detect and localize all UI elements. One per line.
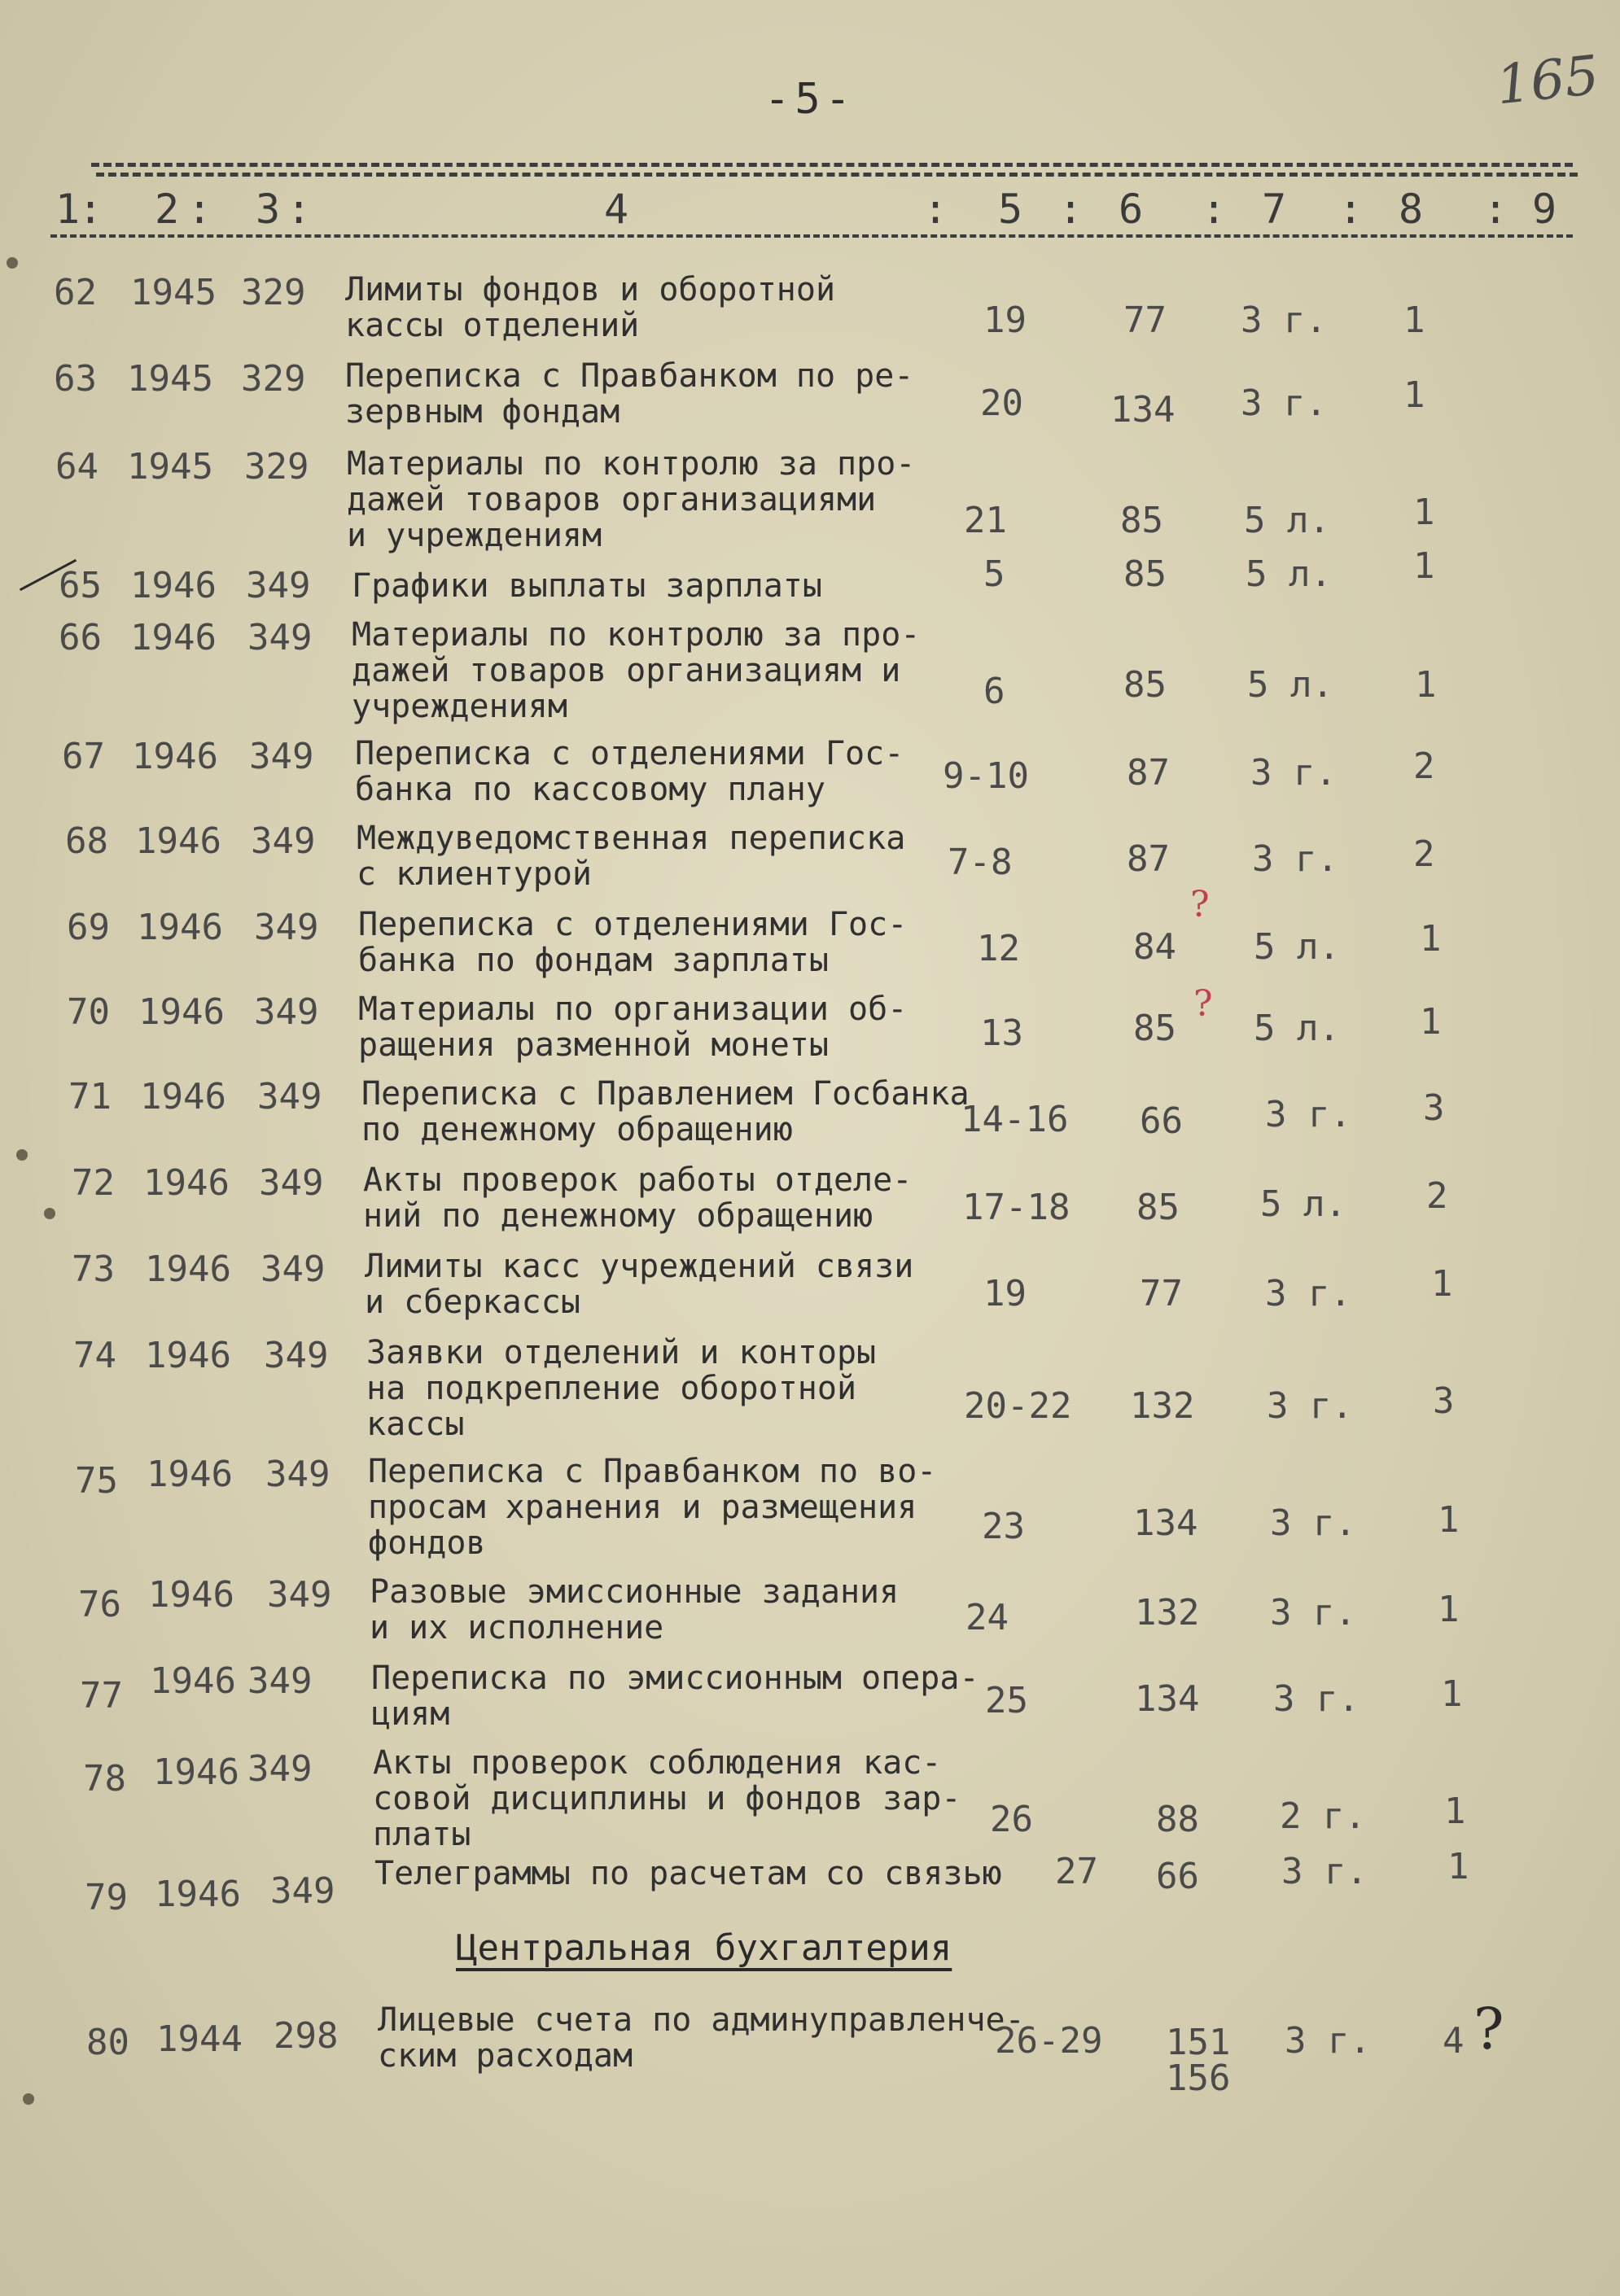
row-year: 1944 bbox=[156, 2018, 243, 2060]
row-term: 3 г. bbox=[1265, 1094, 1351, 1135]
row-year: 1946 bbox=[130, 565, 217, 606]
row-sheets: 21 bbox=[964, 500, 1007, 541]
row-title: Телеграммы по расчетам со связью bbox=[374, 1855, 1002, 1892]
section-heading: Центральная бухгалтерия bbox=[456, 1927, 952, 1969]
row-term: 5 л. bbox=[1260, 1183, 1346, 1225]
row-fund: 349 bbox=[247, 1660, 313, 1702]
row-count: 1 bbox=[1447, 1846, 1469, 1887]
col-header-1: 1 bbox=[55, 186, 81, 233]
row-title: Акты проверок соблюдения кас- совой дисциплины и фондов зар- платы bbox=[373, 1744, 961, 1853]
row-count: 2 bbox=[1413, 833, 1435, 875]
row-year: 1945 bbox=[127, 446, 213, 488]
row-number: 78 bbox=[83, 1758, 126, 1800]
row-article: 77 bbox=[1123, 300, 1167, 341]
row-sheets: 9-10 bbox=[943, 755, 1029, 797]
row-year: 1946 bbox=[147, 1454, 233, 1495]
row-sheets: 26-29 bbox=[995, 2020, 1103, 2062]
row-article: 134 bbox=[1110, 389, 1176, 431]
row-year: 1946 bbox=[130, 617, 217, 658]
row-article: 132 bbox=[1130, 1385, 1195, 1427]
row-sheets: 24 bbox=[965, 1597, 1009, 1638]
row-term: 3 г. bbox=[1252, 838, 1338, 880]
row-year: 1946 bbox=[155, 1874, 241, 1915]
row-year: 1945 bbox=[130, 272, 217, 313]
row-number: 72 bbox=[72, 1162, 115, 1204]
row-number: 65 bbox=[59, 565, 102, 606]
row-number: 79 bbox=[85, 1877, 128, 1918]
col-header-9: 9 bbox=[1532, 186, 1557, 233]
row-sheets: 13 bbox=[980, 1012, 1023, 1054]
row-sheets: 23 bbox=[982, 1506, 1025, 1547]
row-year: 1946 bbox=[143, 1162, 230, 1204]
row-title: Переписка по эмиссионным опера- циям bbox=[371, 1660, 979, 1733]
row-sheets: 19 bbox=[983, 300, 1027, 341]
row-term: 3 г. bbox=[1250, 752, 1337, 794]
row-number: 71 bbox=[68, 1076, 112, 1117]
row-number: 80 bbox=[86, 2022, 129, 2063]
binding-hole bbox=[44, 1208, 55, 1219]
page-number: -5- bbox=[764, 75, 856, 124]
row-term: 3 г. bbox=[1273, 1678, 1359, 1720]
row-count: 1 bbox=[1444, 1791, 1466, 1832]
row-fund: 329 bbox=[241, 358, 306, 400]
row-sheets: 17-18 bbox=[962, 1187, 1071, 1228]
row-term: 5 л. bbox=[1247, 664, 1333, 706]
row-term: 3 г. bbox=[1265, 1273, 1351, 1314]
row-article: 85 bbox=[1120, 500, 1163, 541]
row-fund: 349 bbox=[265, 1454, 331, 1495]
row-title: Лицевые счета по админуправленче- ским расходам bbox=[378, 2001, 1025, 2075]
row-title: Материалы по контролю за про- дажей товаров организациями и учреждениям bbox=[347, 445, 916, 554]
row-number: 62 bbox=[54, 272, 97, 313]
row-count: 3 bbox=[1423, 1087, 1445, 1129]
col-header-3: 3 bbox=[256, 186, 281, 233]
row-year: 1945 bbox=[127, 358, 213, 400]
top-rule bbox=[91, 163, 1573, 167]
row-sheets: 27 bbox=[1055, 1851, 1098, 1892]
row-term: 3 г. bbox=[1270, 1502, 1356, 1544]
row-count: 3 bbox=[1433, 1380, 1455, 1422]
row-term: 3 г. bbox=[1267, 1385, 1353, 1427]
row-number: 63 bbox=[54, 358, 97, 400]
top-rule-2 bbox=[96, 173, 1578, 177]
row-year: 1946 bbox=[145, 1335, 231, 1376]
row-fund: 298 bbox=[274, 2015, 339, 2057]
row-sheets: 25 bbox=[985, 1680, 1028, 1721]
row-article: 85 bbox=[1133, 1008, 1176, 1049]
row-year: 1946 bbox=[132, 736, 218, 777]
row-number: 67 bbox=[62, 736, 105, 777]
row-article: 87 bbox=[1127, 752, 1170, 794]
row-title: Лимиты касс учреждений связи и сберкассы bbox=[365, 1248, 914, 1321]
row-term: 2 г. bbox=[1280, 1795, 1366, 1837]
row-title: Переписка с отделениями Гос- банка по фондам зарплаты bbox=[358, 906, 908, 979]
row-term: 5 л. bbox=[1254, 926, 1340, 968]
row-count: 1 bbox=[1431, 1263, 1453, 1305]
row-title: Переписка с Правбанком по ре- зервным фондам bbox=[345, 357, 914, 431]
row-sheets: 14-16 bbox=[961, 1099, 1069, 1140]
row-article: 134 bbox=[1135, 1678, 1200, 1720]
red-question-mark: ? bbox=[1193, 983, 1213, 1025]
row-sheets: 5 bbox=[983, 553, 1005, 595]
row-term: 5 л. bbox=[1254, 1008, 1340, 1049]
binding-hole bbox=[23, 2093, 34, 2105]
col-header-2: 2 bbox=[155, 186, 180, 233]
row-number: 64 bbox=[55, 446, 99, 488]
binding-hole bbox=[16, 1149, 28, 1161]
col-header-6: 6 bbox=[1119, 186, 1144, 233]
col-header-7: 7 bbox=[1262, 186, 1287, 233]
row-year: 1946 bbox=[153, 1752, 239, 1793]
row-year: 1946 bbox=[140, 1076, 226, 1117]
binding-hole bbox=[7, 257, 18, 269]
row-number: 74 bbox=[73, 1335, 116, 1376]
row-count: 1 bbox=[1413, 545, 1435, 587]
row-article: 84 bbox=[1133, 926, 1176, 968]
row-fund: 349 bbox=[247, 617, 313, 658]
row-number: 75 bbox=[75, 1460, 118, 1502]
row-sheets: 20 bbox=[980, 383, 1023, 424]
row-term: 3 г. bbox=[1241, 383, 1327, 424]
row-count: 1 bbox=[1420, 918, 1442, 960]
row-number: 77 bbox=[80, 1675, 123, 1717]
row-title: Переписка с отделениями Гос- банка по кассовому плану bbox=[355, 735, 904, 808]
row-count: 1 bbox=[1403, 374, 1425, 416]
row-fund: 349 bbox=[251, 820, 316, 862]
red-question-mark: ? bbox=[1190, 884, 1210, 925]
row-year: 1946 bbox=[145, 1249, 231, 1290]
row-number: 66 bbox=[59, 617, 102, 658]
row-year: 1946 bbox=[148, 1574, 234, 1616]
row-fund: 349 bbox=[259, 1162, 324, 1204]
row-year: 1946 bbox=[135, 820, 221, 862]
row-fund: 349 bbox=[254, 907, 319, 948]
header-rule bbox=[50, 234, 1573, 238]
row-fund: 349 bbox=[249, 736, 314, 777]
row-count: 4 bbox=[1443, 2020, 1465, 2062]
row-article: 85 bbox=[1123, 664, 1167, 706]
col-header-4: 4 bbox=[604, 186, 629, 233]
row-number: 76 bbox=[78, 1584, 121, 1625]
row-title: Переписка с Правлением Госбанка по денежному обращению bbox=[361, 1075, 970, 1148]
row-fund: 349 bbox=[264, 1335, 329, 1376]
row-sheets: 6 bbox=[983, 671, 1005, 712]
row-sheets: 19 bbox=[983, 1273, 1027, 1314]
row-fund: 349 bbox=[270, 1870, 335, 1912]
col-header-5: 5 bbox=[998, 186, 1023, 233]
row-count: 1 bbox=[1438, 1499, 1460, 1541]
row-number: 68 bbox=[65, 820, 108, 862]
row-fund: 329 bbox=[241, 272, 306, 313]
row-fund: 329 bbox=[244, 446, 309, 488]
row-article: 66 bbox=[1156, 1856, 1199, 1897]
row-term: 5 л. bbox=[1246, 553, 1332, 595]
row-count: 2 bbox=[1426, 1175, 1448, 1217]
row-term: 3 г. bbox=[1285, 2020, 1371, 2062]
row-count: 1 bbox=[1441, 1673, 1463, 1715]
col-header-8: 8 bbox=[1399, 186, 1424, 233]
row-term: 3 г. bbox=[1281, 1851, 1368, 1892]
row-sheets: 26 bbox=[990, 1799, 1033, 1840]
row-article: 151 bbox=[1166, 2022, 1231, 2063]
row-term: 3 г. bbox=[1241, 300, 1327, 341]
row-article-2: 156 bbox=[1166, 2058, 1231, 2099]
row-title: Материалы по организации об- ращения разменной монеты bbox=[358, 991, 908, 1064]
column-header-row: 1 : 2 : 3 : 4 : 5 : 6 : 7 : 8 : 9 bbox=[55, 186, 1557, 233]
row-fund: 349 bbox=[247, 1748, 313, 1790]
row-term: 3 г. bbox=[1270, 1592, 1356, 1633]
row-article: 66 bbox=[1140, 1100, 1183, 1142]
row-year: 1946 bbox=[150, 1660, 236, 1702]
row-count: 1 bbox=[1413, 492, 1435, 533]
row-title: Графики выплаты зарплаты bbox=[352, 567, 822, 605]
row-count: 1 bbox=[1403, 300, 1425, 341]
row-number: 69 bbox=[67, 907, 110, 948]
row-number: 70 bbox=[67, 991, 110, 1033]
row-number: 73 bbox=[72, 1249, 115, 1290]
pencil-question-mark: ? bbox=[1473, 1996, 1504, 2062]
row-year: 1946 bbox=[138, 991, 225, 1033]
row-year: 1946 bbox=[137, 907, 223, 948]
row-count: 1 bbox=[1420, 1001, 1442, 1043]
row-article: 132 bbox=[1135, 1592, 1200, 1633]
row-sheets: 20-22 bbox=[964, 1385, 1072, 1427]
row-title: Акты проверок работы отделе- ний по денежному обращению bbox=[363, 1161, 913, 1235]
row-fund: 349 bbox=[257, 1076, 322, 1117]
row-article: 88 bbox=[1156, 1799, 1199, 1840]
archive-sheet-number: 165 bbox=[1493, 43, 1602, 117]
row-sheets: 12 bbox=[977, 928, 1020, 969]
row-fund: 349 bbox=[261, 1249, 326, 1290]
row-article: 134 bbox=[1133, 1502, 1198, 1544]
row-title: Разовые эмиссионные задания и их исполнение bbox=[370, 1573, 900, 1647]
row-article: 85 bbox=[1136, 1187, 1180, 1228]
row-title: Переписка с Правбанком по во- просам хранения и размещения фондов bbox=[368, 1453, 937, 1562]
row-count: 1 bbox=[1438, 1589, 1460, 1630]
row-article: 77 bbox=[1140, 1273, 1183, 1314]
row-article: 85 bbox=[1123, 553, 1167, 595]
row-term: 5 л. bbox=[1244, 500, 1330, 541]
row-count: 1 bbox=[1415, 664, 1437, 706]
row-title: Заявки отделений и конторы на подкрепление оборотной кассы bbox=[366, 1334, 877, 1443]
row-title: Лимиты фондов и оборотной кассы отделений bbox=[345, 271, 836, 344]
row-fund: 349 bbox=[254, 991, 319, 1033]
row-fund: 349 bbox=[267, 1574, 332, 1616]
row-title: Материалы по контролю за про- дажей товаров организациям и учреждениям bbox=[352, 616, 921, 725]
row-count: 2 bbox=[1413, 746, 1435, 787]
row-title: Междуведомственная переписка с клиентурой bbox=[357, 820, 906, 893]
row-article: 87 bbox=[1127, 838, 1170, 880]
row-sheets: 7-8 bbox=[948, 842, 1013, 883]
row-fund: 349 bbox=[246, 565, 311, 606]
